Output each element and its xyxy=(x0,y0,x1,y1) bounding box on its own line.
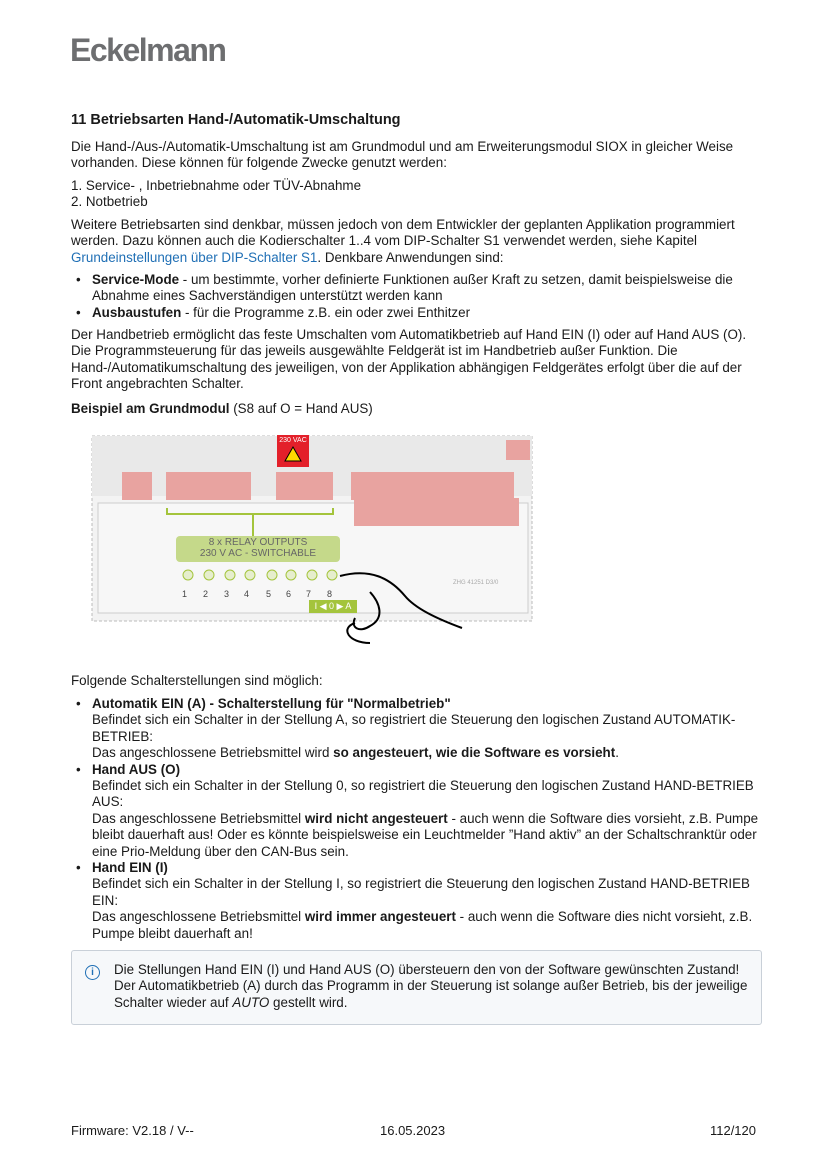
position-automatik xyxy=(71,696,761,762)
switch-number: 8 xyxy=(327,589,333,599)
switch-positions-label: I ◀ 0 ▶ A xyxy=(314,601,352,611)
applications-list xyxy=(71,272,761,321)
manual-paragraph: Der Handbetrieb ermöglicht das feste Umschalten vom Automatikbetrieb auf Hand EIN (I) oder auf Hand AUS (O). Die Programmsteuerung für das jeweils ausgewählte Feldgerät ist im Handbetrieb außer Funktion. Die Hand-/Automatikumschaltung des jeweiligen, von der Applikation abhängigen Feldgerätes erfolgt über die auf der Front angebrachten Schalter. xyxy=(71,327,747,392)
position-title: Automatik EIN (A) - Schalterstellung für "Normalbetrieb" xyxy=(92,696,451,711)
position-text: Das angeschlossene Betriebsmittel xyxy=(92,810,305,826)
position-text: Befindet sich ein Schalter in der Stellung 0, so registriert die Steuerung den logischen Zustand HAND-BETRIEB AUS: xyxy=(92,778,754,810)
position-text: - auch wenn die Software dies vorsieht, z.B. Pumpe bleibt dauerhaft aus! Oder es könnte beispielsweise ein Leuchtmelder ”Hand aktiv” an der Schaltschranktür oder eine Prio-Meldung über den CAN-Bus sein. xyxy=(92,810,759,859)
module-figure xyxy=(70,428,540,663)
position-title: Hand AUS (O) xyxy=(92,761,181,777)
position-text: Das angeschlossene Betriebsmittel xyxy=(92,909,305,925)
switch-number: 2 xyxy=(203,589,209,599)
position-title: Hand EIN (I) xyxy=(92,860,168,876)
warning-label: 230 VAC xyxy=(279,437,307,444)
caption-bold: Beispiel am Grundmodul xyxy=(71,401,230,416)
dip-switch-link[interactable]: Grundeinstellungen über DIP-Schalter S1 xyxy=(71,249,318,265)
part-number: ZHG 41251 D3/0 xyxy=(453,580,499,586)
position-text: . xyxy=(615,745,619,761)
switch-number: 5 xyxy=(266,589,272,599)
switch-number: 4 xyxy=(244,589,250,599)
text: Die Stellungen Hand EIN (I) und Hand AUS (O) übersteuern den von der Software gewünschten Zustand! Der Automatikbetrieb (A) durch das Programm in der Steuerung ist solange außer Betrieb, bis der jeweilige Schalter wieder auf xyxy=(114,962,748,1010)
eckelmann-logo: Eckelmann xyxy=(70,32,226,68)
positions-list xyxy=(71,696,761,942)
text: Weitere Betriebsarten sind denkbar, müssen jedoch von dem Entwickler der geplanten Applikation programmiert werden. Dazu können auch die Kodierschalter 1..4 vom DIP-Schalter S1 verwendet werden, siehe Kapitel xyxy=(71,217,735,249)
switch-number: 6 xyxy=(286,589,292,599)
relay-label-line1: 8 x RELAY OUTPUTS xyxy=(208,537,308,548)
list-item xyxy=(71,305,761,321)
item-text: - um bestimmte, vorher definierte Funktionen außer Kraft zu setzen, damit beispielsweise die Abnahme eines Sachverständigen unterstützt werden kann xyxy=(92,272,733,304)
section-title: 11 Betriebsarten Hand-/Automatik-Umschaltung xyxy=(71,112,401,128)
relay-label xyxy=(176,537,340,559)
position-bold: wird nicht angesteuert xyxy=(304,810,448,826)
item-bold: Ausbaustufen xyxy=(92,304,182,320)
item-text: - für die Programme z.B. ein oder zwei Enthitzer xyxy=(181,304,471,320)
position-text: - auch wenn die Software dies nicht vorsieht, z.B. Pumpe bleibt dauerhaft an! xyxy=(92,909,753,941)
position-hand-ein xyxy=(71,860,761,942)
switch-number: 3 xyxy=(224,589,230,599)
footer-page-number: 112/120 xyxy=(709,1123,756,1138)
item-bold: Service-Mode xyxy=(92,272,180,287)
positions-intro: Folgende Schalterstellungen sind möglich: xyxy=(71,673,323,688)
purpose-item: 1. Service- , Inbetriebnahme oder TÜV-Abnahme xyxy=(71,178,362,193)
footer-date: 16.05.2023 xyxy=(380,1123,446,1138)
further-paragraph xyxy=(71,217,761,266)
intro-paragraph: Die Hand-/Aus-/Automatik-Umschaltung ist am Grundmodul und am Erweiterungsmodul SIOX in gleicher Weise vorhanden. Diese können für folgende Zwecke genutzt werden: xyxy=(71,139,734,171)
position-bold: wird immer angesteuert xyxy=(304,909,456,925)
purpose-item: 2. Notbetrieb xyxy=(71,194,148,210)
info-note xyxy=(71,950,762,1025)
switch-number: 1 xyxy=(182,589,188,599)
caption-text: (S8 auf O = Hand AUS) xyxy=(229,401,373,416)
example-caption xyxy=(71,401,761,417)
list-item xyxy=(71,272,761,305)
position-text: Befindet sich ein Schalter in der Stellung I, so registriert die Steuerung den logischen Zustand HAND-BETRIEB EIN: xyxy=(92,876,750,908)
switch-number: 7 xyxy=(306,589,312,599)
purpose-list xyxy=(71,178,761,211)
relay-label-line2: 230 V AC - SWITCHABLE xyxy=(199,548,317,559)
footer-firmware: Firmware: V2.18 / V-- xyxy=(71,1123,194,1138)
text: gestellt wird. xyxy=(269,994,348,1010)
position-text: Befindet sich ein Schalter in der Stellung A, so registriert die Steuerung den logischen Zustand AUTOMATIK-BETRIEB: xyxy=(92,712,736,744)
position-bold: so angesteuert, wie die Software es vorsieht xyxy=(333,745,616,761)
note-text xyxy=(114,962,755,1011)
position-text: Das angeschlossene Betriebsmittel wird xyxy=(92,745,334,761)
info-icon: i xyxy=(85,965,100,980)
position-hand-aus xyxy=(71,762,761,860)
text: . Denkbare Anwendungen sind: xyxy=(317,249,504,265)
text-italic: AUTO xyxy=(232,994,270,1010)
